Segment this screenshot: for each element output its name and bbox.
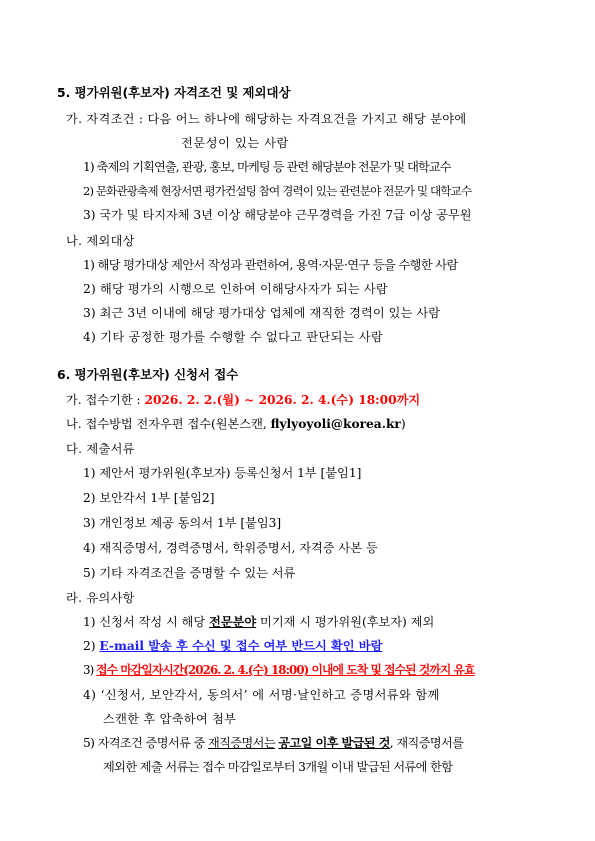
note-1-text: 1) 신청서 작성 시 해당 xyxy=(83,615,210,629)
exclusion-item-4: 4) 기타 공정한 평가를 수행할 수 없다고 판단되는 사람 xyxy=(83,330,384,344)
note-1-emphasis: 전문분야 xyxy=(209,615,257,629)
document-item-4: 4) 재직증명서, 경력증명서, 학위증명서, 자격증 사본 등 xyxy=(83,541,378,555)
note-5-line-2: 제외한 제출 서류는 접수 마감일로부터 3개월 이내 발급된 서류에 한함 xyxy=(103,760,453,774)
qualification-item-1: 1) 축제의 기획연출, 관광, 홍보, 마케팅 등 관련 해당분야 전문가 및 대학교수 xyxy=(83,160,451,174)
note-4-line-1: 4) ‘신청서, 보안각서, 동의서’ 에 서명·날인하고 증명서류와 함께 xyxy=(83,688,440,702)
submission-method-label: 나. 접수방법 전자우편 접수(원본스캔, xyxy=(66,417,271,431)
qualification-line-1: 가. 자격조건 : 다음 어느 하나에 해당하는 자격요건을 가지고 해당 분야에 xyxy=(66,112,467,126)
note-1 xyxy=(83,614,434,630)
exclusion-heading: 나. 제외대상 xyxy=(66,234,135,248)
qualification-line-2: 전문성이 있는 사람 xyxy=(181,136,289,150)
note-3 xyxy=(83,662,475,678)
exclusion-item-2: 2) 해당 평가의 시행으로 인하여 이해당사자가 되는 사람 xyxy=(83,282,388,296)
section-5-title: 5. 평가위원(후보자) 자격조건 및 제외대상 xyxy=(57,85,291,100)
document-item-3: 3) 개인정보 제공 동의서 1부 [붙임3] xyxy=(83,516,282,530)
submission-method-close: ) xyxy=(400,417,406,431)
note-3-number: 3) xyxy=(83,663,97,677)
note-1-text-end: 미기재 시 평가위원(후보자) 제외 xyxy=(256,615,435,629)
document-item-2: 2) 보안각서 1부 [붙임2] xyxy=(83,491,215,505)
note-5-text-end: , 재직증명서를 xyxy=(389,736,464,750)
submission-email: flylyoyoli@korea.kr xyxy=(270,417,401,431)
note-5-emphasis: 공고일 이후 발급된 것 xyxy=(278,736,390,750)
deadline-line xyxy=(66,392,420,408)
documents-heading: 다. 제출서류 xyxy=(66,442,135,456)
document-item-1: 1) 제안서 평가위원(후보자) 등록신청서 1부 [붙임1] xyxy=(83,466,362,480)
exclusion-item-3: 3) 최근 3년 이내에 해당 평가대상 업체에 재직한 경력이 있는 사람 xyxy=(83,306,441,320)
qualification-item-3: 3) 국가 및 타지자체 3년 이상 해당분야 근무경력을 가진 7급 이상 공무원 xyxy=(83,208,472,222)
deadline-label: 가. 접수기한 : xyxy=(66,393,145,407)
note-5-line-1 xyxy=(83,735,463,751)
note-4-line-2: 스캔한 후 압축하여 첨부 xyxy=(103,712,237,726)
notes-heading: 라. 유의사항 xyxy=(66,591,135,605)
exclusion-item-1: 1) 해당 평가대상 제안서 작성과 관련하여, 용역·자문·연구 등을 수행한 사람 xyxy=(83,258,458,272)
section-6-title: 6. 평가위원(후보자) 신청서 접수 xyxy=(57,367,239,382)
submission-method-line xyxy=(66,416,406,432)
note-3-emphasis: 접수 마감일자시간(2026. 2. 4.(수) 18:00) 이내에 도착 및 접수된 것까지 유효 xyxy=(96,663,475,677)
qualification-item-2: 2) 문화관광축제 현장서면 평가컨설팅 참여 경력이 있는 관련분야 전문가 및 대학교수 xyxy=(83,184,472,198)
note-2 xyxy=(83,638,382,654)
deadline-value: 2026. 2. 2.(월) ~ 2026. 2. 4.(수) 18:00까지 xyxy=(144,393,421,407)
note-2-number: 2) xyxy=(83,639,100,653)
note-2-emphasis: E-mail 발송 후 수신 및 접수 여부 반드시 확인 바람 xyxy=(99,639,383,653)
note-5-text: 5) 자격조건 증명서류 중 xyxy=(83,736,208,750)
note-5-underlined: 재직증명서는 xyxy=(207,736,276,750)
document-item-5: 5) 기타 자격조건을 증명할 수 있는 서류 xyxy=(83,566,296,580)
